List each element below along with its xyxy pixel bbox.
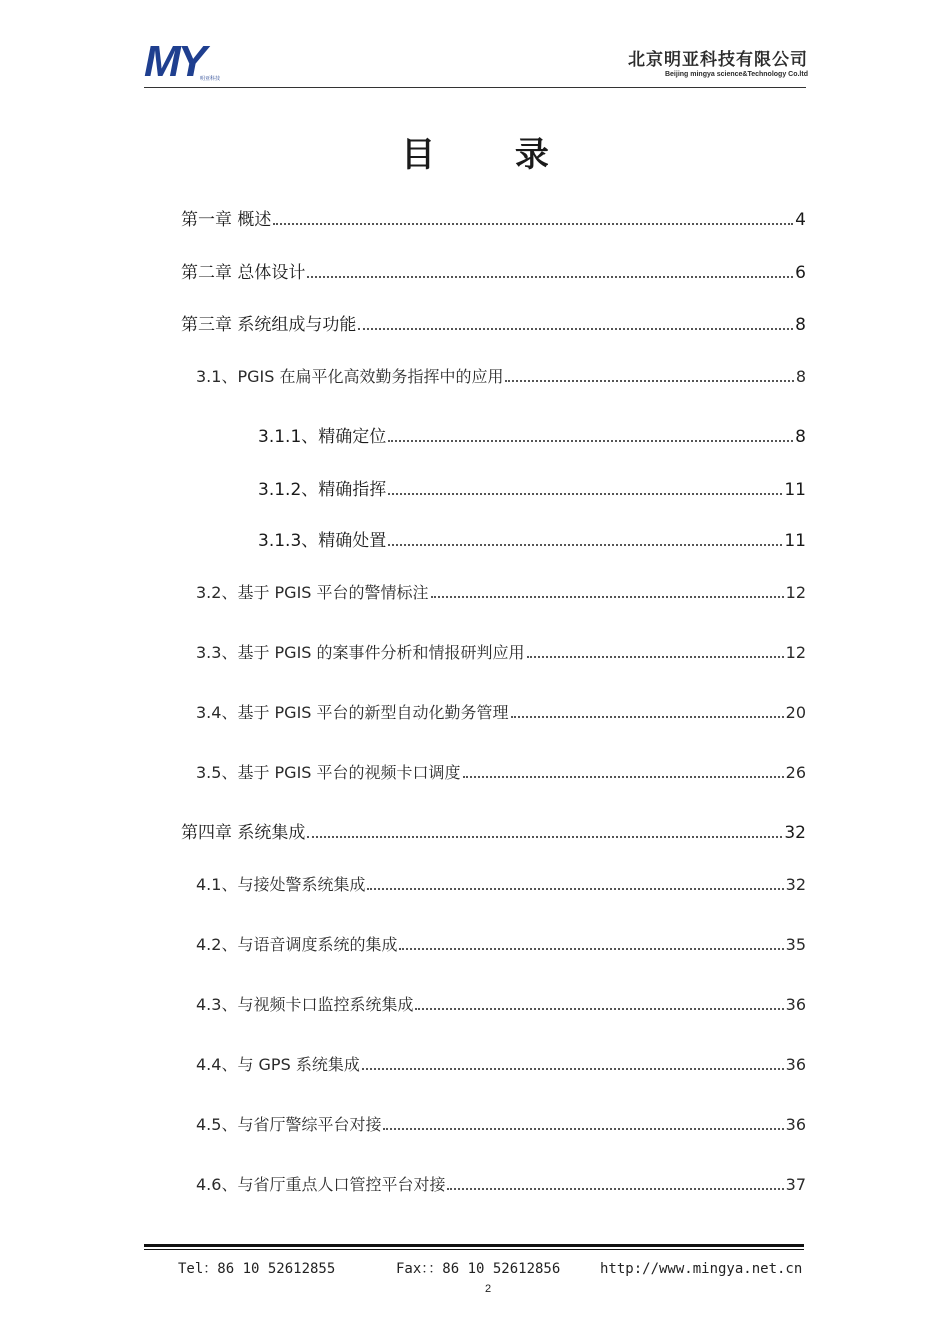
toc-entry-label: 4.4、与 GPS 系统集成 xyxy=(196,1055,360,1074)
toc-entry-page: 36 xyxy=(785,1055,806,1074)
company-logo xyxy=(144,37,234,86)
toc-leader-dots xyxy=(463,776,784,778)
footer-fax: Fax：：86 10 52612856 xyxy=(396,1261,561,1277)
logo-text: MY xyxy=(144,37,204,86)
toc-leader-dots xyxy=(399,948,783,950)
toc-entry-label: 4.2、与语音调度系统的集成 xyxy=(196,935,398,954)
logo-subtext: 明亚科技 xyxy=(200,76,221,82)
toc-entry-page: 11 xyxy=(784,531,806,551)
toc-entry-4-6[interactable] xyxy=(196,1170,806,1196)
toc-leader-dots xyxy=(383,1128,783,1130)
toc-entry-3-1-2[interactable] xyxy=(258,475,806,501)
footer-divider-thin xyxy=(144,1249,804,1250)
toc-entry-3-4[interactable] xyxy=(196,698,806,724)
toc-leader-dots xyxy=(273,223,793,225)
toc-entry-page: 36 xyxy=(785,995,806,1014)
page-number: 2 xyxy=(484,1283,492,1295)
toc-leader-dots xyxy=(362,1068,784,1070)
toc-entry-page: 4 xyxy=(795,210,806,230)
toc-entry-page: 8 xyxy=(795,367,806,386)
toc-leader-dots xyxy=(307,836,782,838)
toc-entry-label: 3.2、基于 PGIS 平台的警情标注 xyxy=(196,583,429,602)
toc-entry-3-1[interactable] xyxy=(196,362,806,388)
toc-leader-dots xyxy=(527,656,784,658)
toc-leader-dots xyxy=(388,440,793,442)
toc-entry-label: 4.1、与接处警系统集成 xyxy=(196,875,366,894)
header-divider xyxy=(144,87,806,88)
toc-entry-label: 第二章 总体设计 xyxy=(181,263,306,283)
toc-leader-dots xyxy=(367,888,783,890)
toc-entry-page: 20 xyxy=(785,703,806,722)
toc-leader-dots xyxy=(415,1008,783,1010)
toc-leader-dots xyxy=(505,380,793,382)
toc-entry-label: 3.1.1、精确定位 xyxy=(258,427,387,447)
toc-entry-3-2[interactable] xyxy=(196,578,806,604)
toc-entry-ch2[interactable] xyxy=(181,258,806,284)
toc-leader-dots xyxy=(388,493,782,495)
toc-leader-dots xyxy=(431,596,784,598)
toc-entry-page: 12 xyxy=(785,643,806,662)
toc-entry-label: 3.1.2、精确指挥 xyxy=(258,480,387,500)
toc-entry-4-3[interactable] xyxy=(196,990,806,1016)
toc-entry-label: 3.1、PGIS 在扁平化高效勤务指挥中的应用 xyxy=(196,367,504,386)
toc-entry-page: 32 xyxy=(785,875,806,894)
toc-entry-label: 第三章 系统组成与功能 xyxy=(181,315,357,335)
toc-entry-ch1[interactable] xyxy=(181,205,806,231)
toc-leader-dots xyxy=(511,716,784,718)
toc-entry-label: 4.5、与省厅警综平台对接 xyxy=(196,1115,382,1134)
footer-tel: Tel：86 10 52612855 xyxy=(178,1261,336,1277)
toc-entry-ch4[interactable] xyxy=(181,818,806,844)
company-name-en: Beijing mingya science&Technology Co.ltd xyxy=(664,71,808,78)
page-title: 目 录 xyxy=(401,135,583,175)
toc-entry-page: 6 xyxy=(795,263,806,283)
toc-entry-4-2[interactable] xyxy=(196,930,806,956)
toc-entry-label: 4.6、与省厅重点人口管控平台对接 xyxy=(196,1175,446,1194)
toc-entry-page: 26 xyxy=(785,763,806,782)
toc-entry-page: 8 xyxy=(795,427,806,447)
footer-divider-thick xyxy=(144,1244,804,1247)
toc-entry-page: 8 xyxy=(795,315,806,335)
toc-entry-label: 3.5、基于 PGIS 平台的视频卡口调度 xyxy=(196,763,461,782)
toc-entry-label: 第一章 概述 xyxy=(181,210,272,230)
toc-entry-label: 3.1.3、精确处置 xyxy=(258,531,387,551)
toc-entry-page: 12 xyxy=(785,583,806,602)
toc-entry-ch3[interactable] xyxy=(181,310,806,336)
toc-entry-3-5[interactable] xyxy=(196,758,806,784)
toc-entry-label: 3.3、基于 PGIS 的案事件分析和情报研判应用 xyxy=(196,643,525,662)
toc-entry-4-5[interactable] xyxy=(196,1110,806,1136)
toc-entry-label: 3.4、基于 PGIS 平台的新型自动化勤务管理 xyxy=(196,703,509,722)
toc-entry-page: 11 xyxy=(784,480,806,500)
toc-leader-dots xyxy=(447,1188,783,1190)
toc-entry-3-1-1[interactable] xyxy=(258,422,806,448)
toc-entry-page: 37 xyxy=(785,1175,806,1194)
toc-entry-3-1-3[interactable] xyxy=(258,526,806,552)
company-name-cn: 北京明亚科技有限公司 xyxy=(628,50,808,70)
footer-url[interactable]: http://www.mingya.net.cn xyxy=(600,1261,803,1277)
toc-entry-3-3[interactable] xyxy=(196,638,806,664)
toc-entry-label: 4.3、与视频卡口监控系统集成 xyxy=(196,995,414,1014)
toc-entry-page: 35 xyxy=(785,935,806,954)
toc-entry-label: 第四章 系统集成 xyxy=(181,823,306,843)
toc-entry-page: 32 xyxy=(784,823,806,843)
toc-leader-dots xyxy=(388,544,782,546)
toc-leader-dots xyxy=(307,276,793,278)
toc-entry-4-1[interactable] xyxy=(196,870,806,896)
company-name-block xyxy=(628,50,808,79)
toc-entry-4-4[interactable] xyxy=(196,1050,806,1076)
toc-entry-page: 36 xyxy=(785,1115,806,1134)
toc-leader-dots xyxy=(358,328,793,330)
